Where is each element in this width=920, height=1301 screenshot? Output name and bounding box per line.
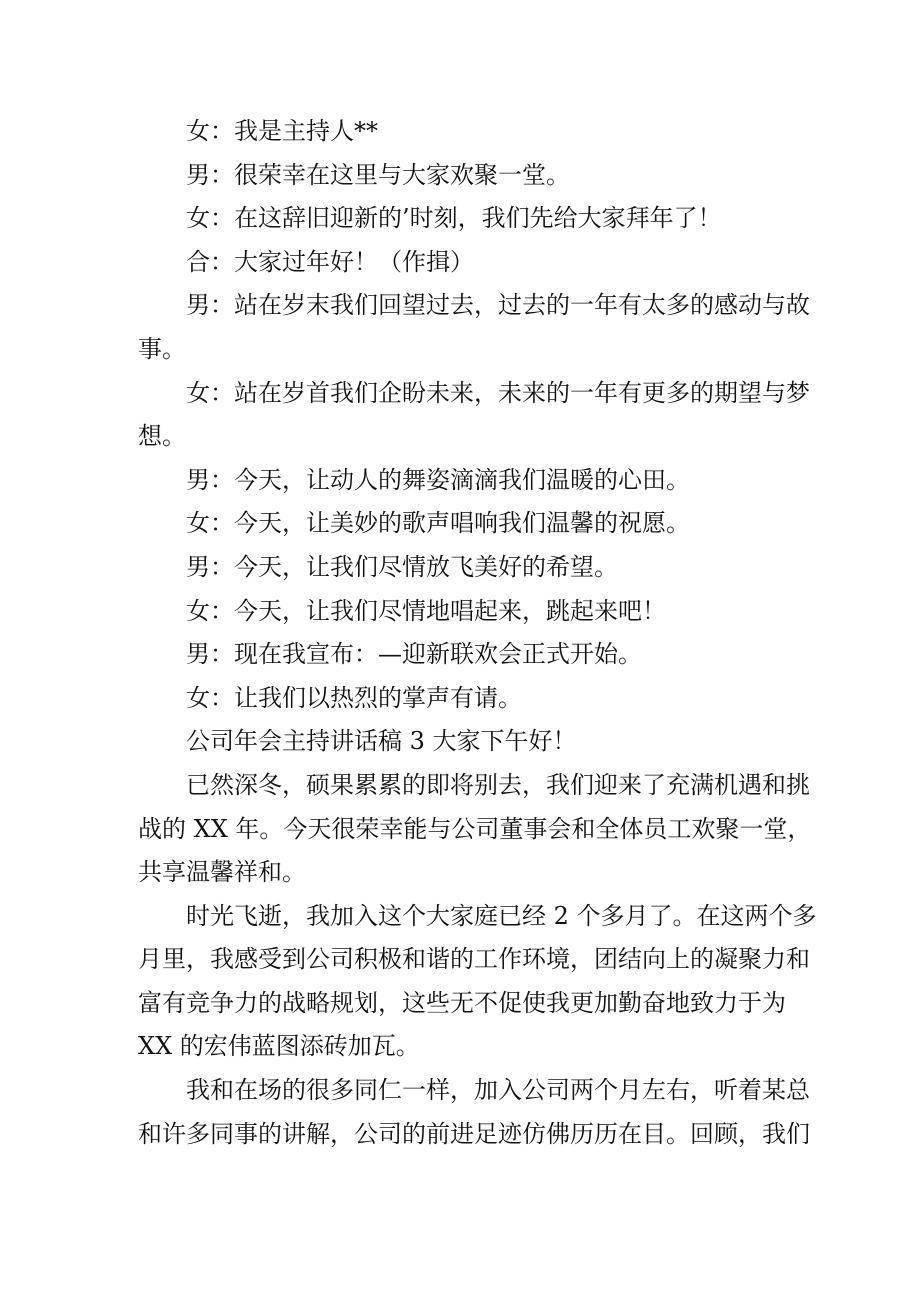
text-line: 时光飞逝，我加入这个大家庭已经 2 个多月了。在这两个多 (186, 901, 817, 930)
text-line: 富有竞争力的战略规划，这些无不促使我更加勤奋地致力于为 (138, 988, 786, 1017)
text-line: 男：很荣幸在这里与大家欢聚一堂。 (186, 160, 570, 189)
text-line: 女：站在岁首我们企盼未来，未来的一年有更多的期望与梦 (186, 378, 810, 407)
text-line: 和许多同事的讲解，公司的前进足迹仿佛历历在目。回顾，我们 (138, 1119, 810, 1148)
text-line: 男：今天，让我们尽情放飞美好的希望。 (186, 552, 618, 581)
document-body (138, 110, 817, 1156)
text-line: 女：在这辞旧迎新的’时刻，我们先给大家拜年了！ (186, 204, 722, 233)
text-line: 男：今天，让动人的舞姿滴滴我们温暖的心田。 (186, 465, 690, 494)
text-line: 战的 XX 年。今天很荣幸能与公司董事会和全体员工欢聚一堂， (138, 814, 812, 843)
text-line: 男：现在我宣布：—迎新联欢会正式开始。 (186, 640, 642, 669)
text-line: 女：让我们以热烈的掌声有请。 (186, 683, 522, 712)
text-line: 女：我是主持人** (186, 117, 378, 145)
text-line: 事。 (138, 334, 186, 363)
text-line: 共享温馨祥和。 (138, 858, 306, 887)
text-line: 已然深冬，硕果累累的即将别去，我们迎来了充满机遇和挑 (186, 770, 810, 799)
text-line: 男：站在岁末我们回望过去，过去的一年有太多的感动与故 (186, 291, 810, 320)
text-line: 月里，我感受到公司积极和谐的工作环境，团结向上的凝聚力和 (138, 945, 810, 974)
text-line: 合：大家过年好！（作揖） (186, 247, 474, 276)
text-line: 我和在场的很多同仁一样，加入公司两个月左右，听着某总 (186, 1076, 810, 1105)
text-line: XX 的宏伟蓝图添砖加瓦。 (138, 1032, 420, 1061)
text-line: 女：今天，让我们尽情地唱起来，跳起来吧！ (186, 596, 666, 625)
text-line: 女：今天，让美妙的歌声唱响我们温馨的祝愿。 (186, 509, 690, 538)
text-line: 想。 (138, 422, 186, 451)
section-heading-line: 公司年会主持讲话稿 3 大家下午好！ (186, 727, 577, 756)
